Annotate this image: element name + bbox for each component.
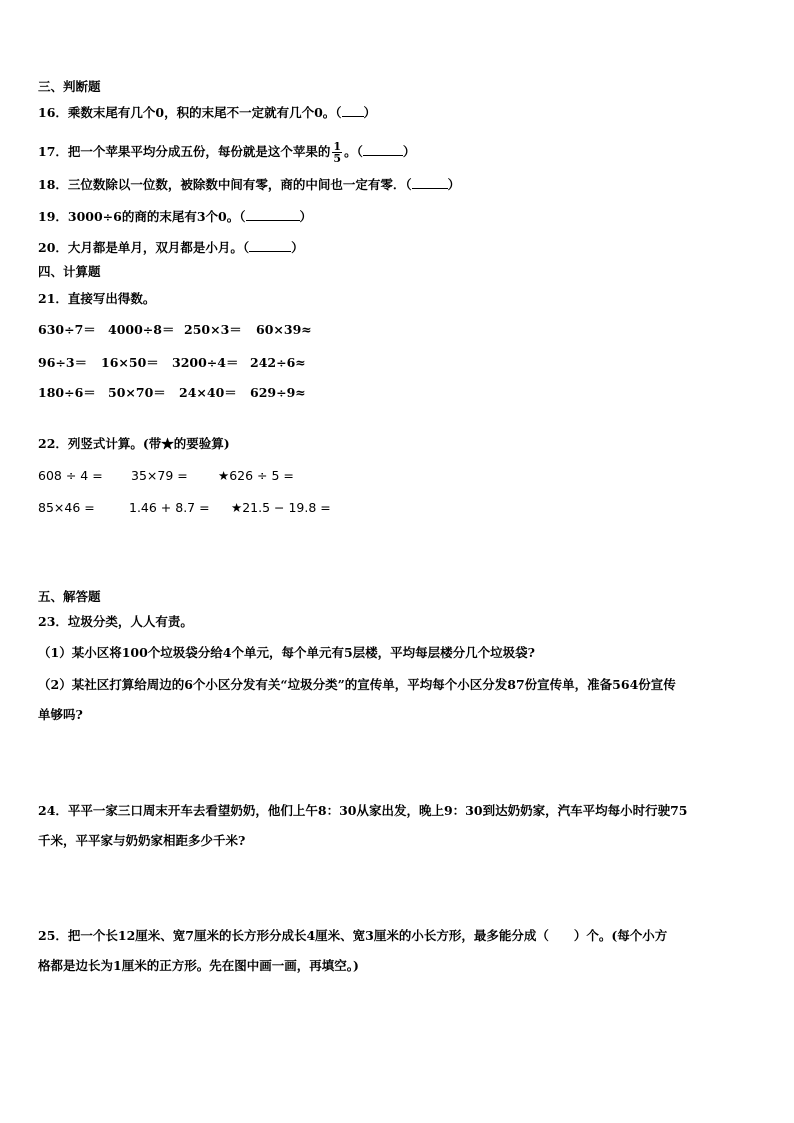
calc-item: 16×50＝ — [101, 355, 159, 370]
question-19-close: ） — [299, 209, 313, 224]
vertical-calc-item: 85×46 = — [38, 500, 95, 515]
vertical-calc-item: 608 ÷ 4 = — [38, 468, 103, 483]
question-20 — [38, 239, 304, 256]
vertical-calc-item: 1.46 + 8.7 = — [129, 500, 210, 515]
question-17-text: 17．把一个苹果平均分成五份，每份就是这个苹果的 — [38, 144, 331, 159]
section-5-title: 五、解答题 — [38, 589, 101, 604]
question-16-text: 16．乘数末尾有几个0，积的末尾不一定就有几个0。（ — [38, 105, 342, 120]
question-25-line-1: 25．把一个长12厘米、宽7厘米的长方形分成长4厘米、宽3厘米的小长方形，最多能分成（ ）个。(每个小方 — [38, 928, 668, 943]
question-24-line-1: 24．平平一家三口周末开车去看望奶奶，他们上午8：30从家出发，晚上9：30到达奶奶家，汽车平均每小时行驶75 — [38, 803, 688, 818]
question-16 — [38, 104, 376, 121]
section-3-title: 三、判断题 — [38, 79, 101, 94]
question-18 — [38, 176, 460, 193]
calc-item: 250×3＝ — [184, 322, 242, 337]
question-17 — [38, 141, 415, 164]
answer-blank-20[interactable] — [249, 239, 291, 252]
fraction-denominator: 5 — [333, 152, 342, 165]
question-16-close: ） — [363, 105, 377, 120]
question-20-text: 20．大月都是单月，双月都是小月。（ — [38, 240, 250, 255]
calc-item: 50×70＝ — [108, 385, 166, 400]
calc-item: 3200÷4＝ — [172, 355, 239, 370]
fraction-numerator: 1 — [333, 140, 342, 153]
calc-item: 24×40＝ — [179, 385, 237, 400]
vertical-calc-item: 35×79 = — [131, 468, 188, 483]
calc-item: 629÷9≈ — [250, 385, 306, 400]
answer-blank-16[interactable] — [342, 104, 364, 117]
question-20-close: ） — [291, 240, 304, 255]
question-23-title: 23．垃圾分类，人人有责。 — [38, 614, 193, 629]
question-17-after: 。（ — [344, 144, 363, 159]
question-21-title: 21．直接写出得数。 — [38, 291, 156, 306]
calc-item: 242÷6≈ — [250, 355, 306, 370]
calc-item: 630÷7＝ — [38, 322, 96, 337]
calc-item: 96÷3＝ — [38, 355, 88, 370]
question-19 — [38, 208, 312, 225]
question-24-line-2: 千米，平平家与奶奶家相距多少千米? — [38, 833, 246, 848]
vertical-calc-item: ★626 ÷ 5 = — [218, 468, 294, 483]
question-25-line-2: 格都是边长为1厘米的正方形。先在图中画一画，再填空。) — [38, 958, 359, 973]
calc-item: 4000÷8＝ — [108, 322, 175, 337]
calc-item: 180÷6＝ — [38, 385, 96, 400]
question-23-part-1: （1）某小区将100个垃圾袋分给4个单元，每个单元有5层楼，平均每层楼分几个垃圾袋? — [38, 645, 536, 660]
vertical-calc-item: ★21.5 − 19.8 = — [231, 500, 331, 515]
answer-blank-18[interactable] — [412, 176, 448, 189]
calc-item: 60×39≈ — [256, 322, 312, 337]
question-23-part-2-line-1: （2）某社区打算给周边的6个小区分发有关“垃圾分类”的宣传单，平均每个小区分发87份宣传单，准备564份宣传 — [38, 677, 676, 692]
question-19-text: 19．3000÷6的商的末尾有3个0。（ — [38, 209, 246, 224]
question-18-text: 18．三位数除以一位数，被除数中间有零，商的中间也一定有零．（ — [38, 177, 412, 192]
fraction-one-fifth — [332, 141, 342, 164]
question-23-part-2-line-2: 单够吗? — [38, 707, 83, 722]
question-18-close: ） — [447, 177, 461, 192]
question-17-close: ） — [402, 144, 416, 159]
question-22-title: 22．列竖式计算。(带★的要验算) — [38, 436, 230, 451]
section-4-title: 四、计算题 — [38, 264, 101, 279]
answer-blank-19[interactable] — [246, 208, 300, 221]
answer-blank-17[interactable] — [363, 143, 403, 156]
